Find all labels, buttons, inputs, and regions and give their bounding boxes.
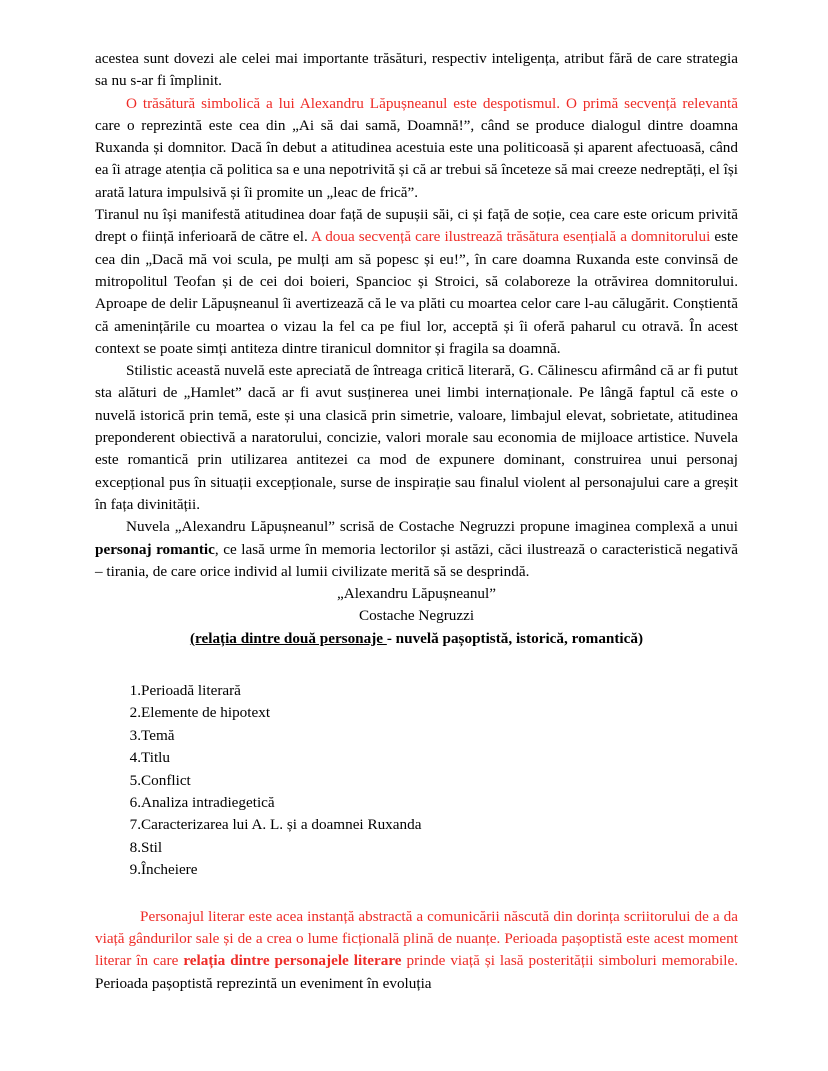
paragraph-text-tail: este cea din „Dacă mă voi scula, pe mulți am să popesc și eu!”, în care doamna Ruxanda este convinsă de mitropolitul Teofan și de cei doi boieri, Spancioc și Stroici, să colaboreze la otrăvirea domnitorului. Aproape de delir Lăpușneanul îi avertizează că le va plăti cu moartea celor care l-au călugărit. Conștientă că amenințările cu moartea o vizau la fel ca pe fiul lor, acceptă și îi oferă paharul cu otravă. În acest context se poate simți antiteza dintre tiranicul domnitor și fragila sa doamnă. bbox=[95, 228, 738, 357]
paragraph-style-critique bbox=[95, 360, 738, 516]
list-item-number: 7. bbox=[129, 816, 141, 834]
paragraph-text-tail: , ce lasă urme în memoria lectorilor și astăzi, căci ilustrează o caracteristică negativă – tirania, de care orice individ al lumii civilizate merită să se desprindă. bbox=[95, 540, 738, 580]
spacer-above-list bbox=[95, 650, 738, 680]
bold-personaj-romantic: personaj romantic bbox=[95, 540, 215, 558]
paragraph-text-lead: Nuvela „Alexandru Lăpușneanul” scrisă de Costache Negruzzi propune imaginea complexă a unui bbox=[126, 518, 738, 536]
highlight-red-character-def: Personajul literar este acea instanță abstractă a comunicării născută din dorința scriitorului de a da viață gândurilor sale și de a crea o lume ficțională plină de nuanțe. Perioada pașoptistă este acest moment literar în care bbox=[95, 907, 738, 970]
work-title-text: „Alexandru Lăpușneanul” bbox=[337, 585, 496, 603]
list-item bbox=[95, 747, 738, 769]
list-item-label: Analiza intradiegetică bbox=[141, 794, 275, 812]
subtitle-heading bbox=[95, 628, 738, 650]
list-item-number: 9. bbox=[129, 861, 141, 879]
list-item bbox=[95, 814, 738, 836]
list-item-label: Titlu bbox=[141, 749, 170, 767]
list-item-label: Încheiere bbox=[141, 861, 198, 879]
list-item bbox=[95, 725, 738, 747]
list-item-number: 5. bbox=[129, 771, 141, 789]
highlight-red-bold-relation: relația dintre personajele literare bbox=[183, 952, 402, 970]
work-title bbox=[95, 583, 738, 605]
highlight-red-trait-two: A doua secvență care ilustrează trăsătura esențială a domnitorului bbox=[311, 228, 711, 246]
list-item-label: Temă bbox=[141, 726, 175, 744]
list-item-number: 4. bbox=[129, 749, 141, 767]
list-item-number: 6. bbox=[129, 794, 141, 812]
paragraph-text-lead: Tiranul nu își manifestă atitudinea doar față de supușii săi, ci și față de soție, cea care este oricum privită drept o ființă inferioară de către el. bbox=[95, 206, 738, 246]
spacer-below-list bbox=[95, 882, 738, 906]
list-item-label: Stil bbox=[141, 838, 163, 856]
list-item bbox=[95, 702, 738, 724]
author-name bbox=[95, 605, 738, 627]
list-item-label: Caracterizarea lui A. L. și a doamnei Ruxanda bbox=[141, 816, 422, 834]
author-name-text: Costache Negruzzi bbox=[358, 607, 475, 625]
subtitle-underlined-part: (relația dintre două personaje bbox=[189, 629, 387, 647]
list-item-label: Perioadă literară bbox=[141, 682, 241, 700]
list-item bbox=[95, 680, 738, 702]
highlight-red-trait-one: O trăsătură simbolică a lui Alexandru Lăpușneanul este despotismul. O primă secvență relevantă bbox=[126, 94, 738, 112]
document-body bbox=[95, 48, 738, 995]
paragraph-continuation bbox=[95, 48, 738, 93]
list-item bbox=[95, 859, 738, 881]
paragraph-text: care o reprezintă este cea din „Ai să dai samă, Doamnă!”, când se produce dialogul dintre doamna Ruxanda și domnitor. Dacă în debut a atitudinea acestuia este una politicoasă și aparent afectuoasă, când ea îi atrage atenția că politica sa e una nepotrivită și că ar trebui să înceteze să mai creeze nedreptăți, el își arată latura impulsivă și îi promite un „leac de frică”. bbox=[95, 116, 738, 201]
list-item-number: 1. bbox=[129, 682, 141, 700]
paragraph-text: acestea sunt dovezi ale celei mai importante trăsături, respectiv inteligența, atribut fără de care strategia sa nu s-ar fi împlinit. bbox=[95, 50, 738, 90]
list-item bbox=[95, 837, 738, 859]
paragraph-text: Stilistic această nuvelă este apreciată de întreaga critică literară, G. Călinescu afirmând că ar fi putut sta alături de „Hamlet” dacă ar fi avut susținerea unei limbi internaționale. Pe lângă faptul că este o nuvelă istorică prin temă, este și una clasică prin simetrie, valoare, limbajul elevat, sobrietate, atitudinea preponderent obiectivă a naratorului, concizie, valori morale sau economia de mijloace artistice. Nuvela este romantică prin utilizarea antitezei ca mod de expunere dominant, construirea unui personaj excepțional pus în situații excepționale, surse de inspirație sau finalul violent al personajului care a greșit în fața divinității. bbox=[95, 362, 738, 513]
paragraph-text-tail: Perioada pașoptistă reprezintă un eveniment în evoluția bbox=[95, 974, 432, 992]
list-item bbox=[95, 770, 738, 792]
paragraph-conclusion bbox=[95, 516, 738, 583]
list-item-label: Conflict bbox=[141, 771, 191, 789]
paragraph-literary-character bbox=[95, 906, 738, 995]
list-item-number: 8. bbox=[129, 838, 141, 856]
paragraph-despotism bbox=[95, 93, 738, 204]
subtitle-rest-part: - nuvelă pașoptistă, istorică, romantică) bbox=[386, 629, 644, 647]
list-item bbox=[95, 792, 738, 814]
highlight-red-character-tail: prinde viață și lasă posterității simboluri memorabile. bbox=[401, 952, 738, 970]
list-item-label: Elemente de hipotext bbox=[141, 704, 271, 722]
list-item-number: 2. bbox=[129, 704, 141, 722]
paragraph-tyrant bbox=[95, 204, 738, 360]
outline-list bbox=[95, 680, 738, 882]
list-item-number: 3. bbox=[129, 726, 141, 744]
